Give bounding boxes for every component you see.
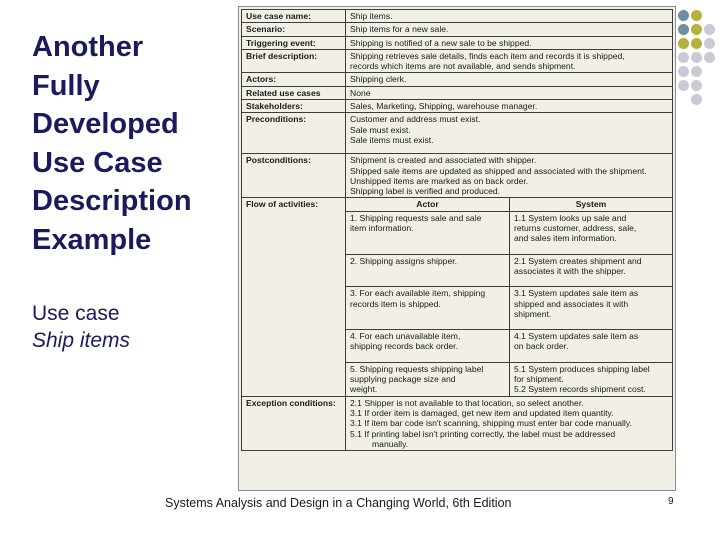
text-line: 3.1 System updates sale item as [514, 288, 639, 299]
text-line: 3.1 If item bar code isn't scanning, shipping must enter bar code manually. [350, 418, 632, 429]
decor-dot [691, 10, 702, 21]
text-line: supplying package size and [350, 374, 456, 385]
row-label: Triggering event: [242, 36, 346, 49]
text-line: 5.2 System records shipment cost. [514, 384, 646, 395]
decor-dot [704, 52, 715, 63]
row-label: Scenario: [242, 23, 346, 36]
row-label: Exception conditions: [242, 396, 346, 450]
title-line: Use Case [32, 146, 163, 179]
decor-dot [678, 38, 689, 49]
text-line: Sale must exist. [350, 124, 411, 135]
row-label: Use case name: [242, 10, 346, 23]
table-row [242, 396, 673, 450]
text-line: Sale items must exist. [350, 134, 434, 145]
row-value [346, 154, 673, 198]
table-row [242, 154, 673, 198]
row-value [346, 396, 673, 450]
text-line: returns customer, address, sale, [514, 223, 637, 234]
text-line: 2. Shipping assigns shipper. [350, 255, 458, 266]
row-label: Brief description: [242, 49, 346, 73]
title-line: Example [32, 223, 152, 256]
text-line: weight. [350, 384, 378, 395]
text-line: 4. For each unavailable item, [350, 331, 461, 342]
decor-dot [678, 52, 689, 63]
text-line: item information. [350, 223, 414, 234]
actor-step [346, 330, 510, 363]
title-line: Fully [32, 69, 100, 102]
row-label: Postconditions: [242, 154, 346, 198]
text-line: records item is shipped. [350, 298, 441, 309]
decor-dot [691, 52, 702, 63]
text-line: 1. Shipping requests sale and sale [350, 212, 482, 223]
text-line: 5.1 System produces shipping label [514, 363, 650, 374]
text-line: 5. Shipping requests shipping label [350, 363, 484, 374]
system-header: System [510, 198, 673, 211]
actor-step [346, 211, 510, 254]
text-line: 3.1 If order item is damaged, get new item and updated item quantity. [350, 407, 614, 418]
text-line: 2.1 Shipper is not available to that location, so select another. [350, 397, 584, 408]
decor-dot [691, 24, 702, 35]
row-value: Shipping is notified of a new sale to be shipped. [346, 36, 673, 49]
row-label: Flow of activities: [242, 198, 346, 396]
row-value: Ship items for a new sale. [346, 23, 673, 36]
text-line: Customer and address must exist. [350, 114, 481, 125]
slide-title [32, 28, 232, 259]
row-value: Shipping clerk. [346, 73, 673, 86]
decor-dot [691, 66, 702, 77]
text-line: shipment. [514, 308, 552, 319]
text-line: shipped and associates it with [514, 298, 629, 309]
actor-header: Actor [346, 198, 510, 211]
slide-footer: Systems Analysis and Design in a Changing World, 6th Edition [165, 496, 512, 510]
row-label: Preconditions: [242, 113, 346, 154]
decor-dot [704, 24, 715, 35]
system-step [510, 330, 673, 363]
table-row [242, 49, 673, 73]
table-row [242, 100, 673, 113]
actor-step [346, 287, 510, 330]
decor-dot [691, 94, 702, 105]
text-line: 1.1 System looks up sale and [514, 212, 627, 223]
use-case-document [238, 6, 676, 491]
text-line: 3. For each available item, shipping [350, 288, 486, 299]
text-line: manually. [372, 438, 409, 449]
text-line: associates it with the shipper. [514, 265, 626, 276]
decor-dot [678, 24, 689, 35]
decor-dot [678, 80, 689, 91]
text-line: Unshipped items are marked as on back order. [350, 175, 529, 186]
subtitle-usecase-name: Ship items [32, 329, 131, 352]
text-line: Shipped sale items are updated as shipped and associated with the shipment. [350, 165, 647, 176]
subtitle-text: Use case [32, 302, 120, 325]
text-line: shipping records back order. [350, 341, 458, 352]
system-step [510, 287, 673, 330]
row-value: Sales, Marketing, Shipping, warehouse manager. [346, 100, 673, 113]
row-value [346, 113, 673, 154]
decorative-dots [678, 10, 720, 120]
actor-step [346, 362, 510, 396]
text-line: Shipping label is verified and produced. [350, 186, 501, 197]
table-row [242, 113, 673, 154]
decor-dot [691, 80, 702, 91]
text-line: Shipping retrieves sale details, finds each item and records it is shipped, [350, 50, 625, 61]
text-line: and sales item information. [514, 233, 617, 244]
table-row [242, 23, 673, 36]
table-row [242, 86, 673, 99]
decor-dot [691, 38, 702, 49]
table-row [242, 10, 673, 23]
use-case-table [241, 9, 673, 451]
decor-dot [678, 10, 689, 21]
text-line: on back order. [514, 341, 569, 352]
system-step [510, 211, 673, 254]
system-step [510, 254, 673, 287]
decor-dot [704, 38, 715, 49]
table-row [242, 198, 673, 211]
row-value [346, 49, 673, 73]
text-line: 2.1 System creates shipment and [514, 255, 642, 266]
row-label: Actors: [242, 73, 346, 86]
title-line: Developed [32, 108, 179, 140]
text-line: 4.1 System updates sale item as [514, 331, 639, 342]
row-label: Related use cases [242, 86, 346, 99]
row-label: Stakeholders: [242, 100, 346, 113]
actor-step [346, 254, 510, 287]
row-value: Ship items. [346, 10, 673, 23]
table-row [242, 36, 673, 49]
text-line: 5.1 If printing label isn't printing correctly, the label must be addressed [350, 428, 616, 439]
text-line: for shipment. [514, 374, 564, 385]
text-line: Shipment is created and associated with shipper. [350, 155, 537, 166]
row-value: None [346, 86, 673, 99]
decor-dot [678, 66, 689, 77]
title-line: Description [32, 185, 192, 217]
title-line: Another [32, 31, 144, 63]
system-step [510, 362, 673, 396]
page-number: 9 [668, 496, 674, 507]
slide-subtitle [32, 300, 130, 354]
text-line: records which items are not available, and sends shipment. [350, 61, 576, 72]
table-row [242, 73, 673, 86]
